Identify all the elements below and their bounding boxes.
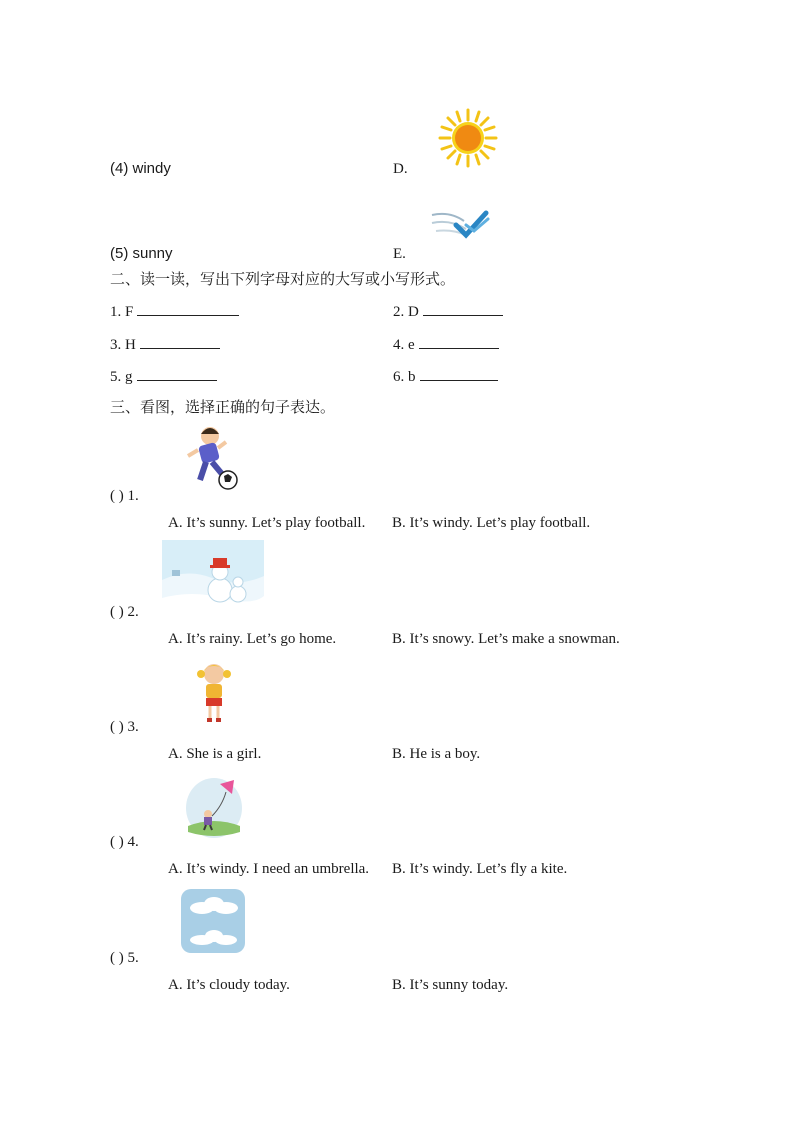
section3-heading: 三、看图，选择正确的句子表达。: [110, 400, 336, 416]
answer-blank[interactable]: [419, 336, 499, 349]
match-item-d-label: D.: [393, 161, 408, 177]
answer-blank[interactable]: [140, 336, 220, 349]
kite-picture: [184, 776, 244, 840]
question-4-option-a[interactable]: A. It’s windy. I need an umbrella.: [168, 861, 370, 877]
question-3-option-a[interactable]: A. She is a girl.: [168, 746, 262, 762]
match-item-4-word: (4) windy: [110, 160, 171, 177]
letter-item-label: 4. e: [393, 337, 415, 353]
answer-blank[interactable]: [137, 368, 217, 381]
letter-item-4: [393, 336, 499, 354]
letter-item-label: 3. H: [110, 337, 136, 353]
letter-item-label: 6. b: [393, 369, 416, 385]
question-5-option-a[interactable]: A. It’s cloudy today.: [168, 977, 290, 993]
answer-blank[interactable]: [423, 303, 503, 316]
answer-blank[interactable]: [420, 368, 498, 381]
letter-item-1: [110, 303, 239, 321]
question-1-option-a[interactable]: A. It’s sunny. Let’s play football.: [168, 515, 366, 531]
question-5-option-b[interactable]: B. It’s sunny today.: [392, 977, 509, 993]
girl-picture: [196, 660, 232, 724]
question-5-number: ( ) 5.: [110, 950, 139, 966]
question-4-option-b[interactable]: B. It’s windy. Let’s fly a kite.: [392, 861, 568, 877]
snowman-picture: [162, 540, 264, 612]
wind-icon: [430, 205, 492, 241]
answer-blank[interactable]: [137, 303, 239, 316]
question-3-number: ( ) 3.: [110, 719, 139, 735]
letter-item-6: [393, 368, 498, 386]
letter-item-label: 1. F: [110, 304, 134, 320]
football-boy-picture: [162, 422, 262, 494]
letter-item-5: [110, 368, 217, 386]
match-item-e-label: E.: [393, 246, 406, 262]
question-2-option-b[interactable]: B. It’s snowy. Let’s make a snowman.: [392, 631, 620, 647]
letter-item-label: 2. D: [393, 304, 419, 320]
question-3-option-b[interactable]: B. He is a boy.: [392, 746, 481, 762]
question-1-option-b[interactable]: B. It’s windy. Let’s play football.: [392, 515, 591, 531]
question-2-number: ( ) 2.: [110, 604, 139, 620]
question-2-option-a[interactable]: A. It’s rainy. Let’s go home.: [168, 631, 337, 647]
cloudy-sky-picture: [180, 888, 246, 954]
sun-icon: [438, 108, 498, 168]
match-item-5-word: (5) sunny: [110, 245, 173, 262]
letter-item-2: [393, 303, 503, 321]
question-1-number: ( ) 1.: [110, 488, 139, 504]
section2-heading: 二、读一读，写出下列字母对应的大写或小写形式。: [110, 272, 456, 288]
question-4-number: ( ) 4.: [110, 834, 139, 850]
letter-item-3: [110, 336, 220, 354]
letter-item-label: 5. g: [110, 369, 133, 385]
